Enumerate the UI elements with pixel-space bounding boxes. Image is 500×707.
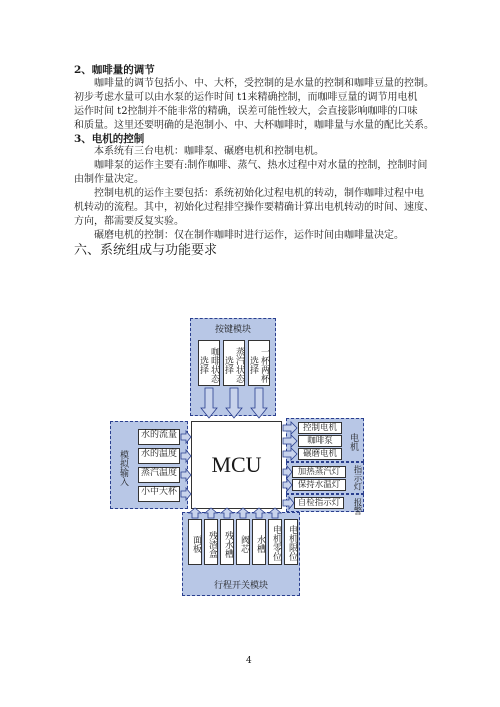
key-item-cups: 一杯两杯选择 — [248, 340, 270, 386]
arrow-out-1 — [283, 422, 297, 434]
section-heading-coffee-amount: 2、咖啡量的调节 — [74, 64, 155, 76]
arrow-sw-3 — [221, 508, 233, 518]
switch-item-water-tank: 水槽 — [252, 519, 266, 565]
motor-item-control: 控制电机 — [298, 422, 342, 434]
arrow-key-1 — [201, 388, 217, 418]
switch-item-motor-zero: 电机零位 — [268, 519, 282, 565]
key-item-steam: 蒸汽状态选择 — [223, 340, 245, 386]
arrow-analog-2 — [181, 450, 191, 462]
indicator-title: 指示灯 — [352, 465, 362, 491]
switch-item-motor-limit: 电机限位 — [284, 519, 298, 565]
paragraph-line: 控制电机的运作主要包括：系统初始化过程电机的转动，制作咖啡过程中电 — [94, 188, 424, 199]
alarm-item-selftest: 自检指示灯 — [294, 497, 344, 509]
paragraph-line: 初步考虑水量可以由水泵的运作时间 t1来精确控制，而咖啡豆量的调节用电机 — [74, 92, 418, 103]
arrow-key-2 — [226, 388, 242, 418]
paragraph-line: 机转动的流程。其中，初始化过程排空操作要精确计算出电机转动的时间、速度、 — [74, 202, 434, 213]
analog-item-water-temp: 水的温度 — [138, 448, 180, 464]
motor-item-pump: 咖啡泵 — [298, 435, 342, 447]
paragraph-line: 咖啡泵的运作主要有:制作咖啡、蒸气、热水过程中对水量的控制，控制时间 — [94, 160, 428, 171]
arrow-sw-5 — [253, 508, 265, 518]
arrow-out-6 — [283, 497, 294, 509]
paragraph-line: 由制作量决定。 — [74, 174, 144, 185]
indicator-item-steam: 加热蒸汽灯 — [292, 466, 346, 478]
switch-module-title: 行程开关模块 — [213, 581, 268, 591]
page-number: 4 — [246, 656, 252, 666]
paragraph-line: 和质量。这里还要明确的是泡制小、中、大杯咖啡时，咖啡量与水量的配比关系。 — [74, 120, 434, 131]
indicator-item-water: 保持水温灯 — [292, 479, 346, 491]
arrow-out-2 — [283, 435, 297, 447]
key-item-coffee: 咖啡状态选择 — [198, 340, 220, 386]
section-heading-motor-control: 3、电机的控制 — [74, 133, 145, 145]
paragraph-line: 咖啡量的调节包括小、中、大杯，受控制的是水量的控制和咖啡豆量的控制。 — [94, 78, 434, 89]
arrow-sw-4 — [237, 508, 249, 518]
switch-item-waste-tank: 残水槽 — [220, 519, 234, 565]
paragraph-line: 运作时间 t2控制并不能非常的精确，误差可能性较大，会直接影响咖啡的口味 — [74, 106, 418, 117]
arrow-analog-3 — [181, 469, 191, 481]
paragraph-line: 本系统有三台电机：咖啡泵、碾磨电机和控制电机。 — [94, 146, 324, 157]
arrow-out-5 — [283, 479, 292, 491]
analog-input-title: 模拟输入 — [118, 450, 128, 486]
switch-item-valve-core: 阀芯 — [236, 519, 250, 565]
paragraph-line: 方向，都需要反复实验。 — [74, 216, 184, 227]
arrow-sw-1 — [189, 508, 201, 518]
arrow-out-3 — [283, 448, 297, 460]
mcu-box: MCU — [191, 421, 282, 509]
paragraph-line: 碾磨电机的控制：仅在制作咖啡时进行运作，运作时间由咖啡量决定。 — [94, 230, 404, 241]
switch-item-panel: 面板 — [188, 519, 202, 565]
arrow-analog-1 — [181, 431, 191, 443]
analog-item-flow: 水的流量 — [138, 429, 180, 445]
arrow-sw-6 — [269, 508, 281, 518]
motor-item-grinder: 碾磨电机 — [298, 448, 342, 460]
alarm-title: 报警 — [352, 497, 362, 515]
switch-item-residue-box: 残渣盒 — [204, 519, 218, 565]
analog-item-cup-size: 小中大杯 — [138, 486, 180, 502]
key-module-title: 按键模块 — [214, 325, 251, 335]
motor-title: 电机 — [348, 433, 358, 451]
arrow-sw-2 — [205, 508, 217, 518]
arrow-out-4 — [283, 466, 292, 478]
analog-item-steam-temp: 蒸汽温度 — [138, 467, 180, 483]
section-heading-system: 六、系统组成与功能要求 — [74, 243, 218, 258]
arrow-key-3 — [251, 388, 267, 418]
arrow-analog-4 — [181, 488, 191, 500]
